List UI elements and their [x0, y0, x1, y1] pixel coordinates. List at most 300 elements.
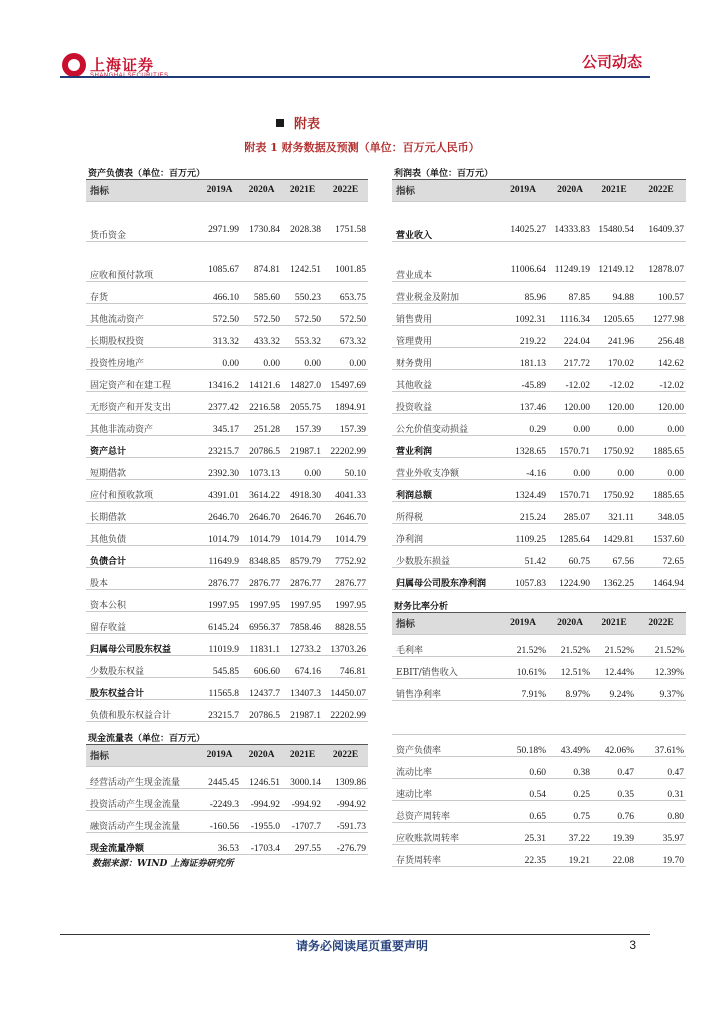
row-value: 100.57	[636, 281, 686, 303]
table-row	[86, 391, 368, 413]
row-value: 20786.5	[241, 699, 282, 721]
table-row	[86, 677, 368, 699]
table-row	[392, 369, 686, 391]
row-value: 11831.1	[241, 633, 282, 655]
row-value: 2646.70	[241, 501, 282, 523]
row-value: 1997.95	[282, 589, 323, 611]
row-label: 无形资产和开发支出	[86, 391, 198, 413]
row-value: 1429.81	[592, 523, 636, 545]
row-value: 87.85	[548, 281, 592, 303]
row-label: 融资活动产生现金流量	[86, 810, 198, 832]
row-value: -1955.0	[241, 810, 282, 832]
column-header-year: 2019A	[198, 179, 241, 201]
row-value: 14450.07	[323, 677, 368, 699]
header-row	[392, 612, 686, 634]
column-header-year: 2021E	[282, 179, 323, 201]
row-value: 0.80	[636, 800, 686, 822]
row-value: 553.32	[282, 325, 323, 347]
row-label: 销售费用	[392, 303, 498, 325]
blank-row	[392, 700, 686, 734]
row-value: 11249.19	[548, 241, 592, 281]
row-value: 2646.70	[198, 501, 241, 523]
row-value: 37.22	[548, 822, 592, 844]
row-value: 21.52%	[636, 634, 686, 656]
row-value: 673.32	[323, 325, 368, 347]
row-value: 14827.0	[282, 369, 323, 391]
row-value: 345.17	[198, 413, 241, 435]
page-number: 3	[629, 938, 636, 952]
row-value: 0.76	[592, 800, 636, 822]
row-value: 21.52%	[498, 634, 548, 656]
row-value: 746.81	[323, 655, 368, 677]
section-title: 资产负债表（单位：百万元）	[86, 160, 368, 179]
row-value: 120.00	[548, 391, 592, 413]
row-label: 存货周转率	[392, 844, 498, 866]
row-value: 1205.65	[592, 303, 636, 325]
row-label: 营业税金及附加	[392, 281, 498, 303]
row-value: -994.92	[323, 788, 368, 810]
table-row	[392, 800, 686, 822]
balance-sheet-table	[86, 160, 368, 855]
row-label: 投资收益	[392, 391, 498, 413]
row-value: 3614.22	[241, 479, 282, 501]
row-value: 15480.54	[592, 201, 636, 241]
row-value: 217.72	[548, 347, 592, 369]
row-label: 其他非流动资产	[86, 413, 198, 435]
row-value: 1073.13	[241, 457, 282, 479]
table-row	[392, 325, 686, 347]
row-value: -276.79	[323, 832, 368, 854]
row-value: 7.91%	[498, 678, 548, 700]
row-value: 21.52%	[548, 634, 592, 656]
row-value: 1751.58	[323, 201, 368, 241]
row-value: 1537.60	[636, 523, 686, 545]
section-title: 利润表（单位：百万元）	[392, 160, 686, 179]
row-value: 120.00	[592, 391, 636, 413]
table-row	[86, 655, 368, 677]
row-value: 50.10	[323, 457, 368, 479]
row-value: 23215.7	[198, 699, 241, 721]
row-value: 8579.79	[282, 545, 323, 567]
row-value: 1109.25	[498, 523, 548, 545]
row-value: 4918.30	[282, 479, 323, 501]
row-value: 572.50	[323, 303, 368, 325]
row-label: 股东权益合计	[86, 677, 198, 699]
row-value: 19.39	[592, 822, 636, 844]
row-value: 297.55	[282, 832, 323, 854]
row-label: 营业外收支净额	[392, 457, 498, 479]
table-row	[86, 633, 368, 655]
column-header-year: 2019A	[498, 179, 548, 201]
section-title: 财务比率分析	[392, 589, 686, 612]
row-value: 0.60	[498, 756, 548, 778]
table-row	[392, 634, 686, 656]
row-value: 15497.69	[323, 369, 368, 391]
row-label: 管理费用	[392, 325, 498, 347]
table-row	[392, 201, 686, 241]
row-label: 投资性房地产	[86, 347, 198, 369]
table-row	[86, 457, 368, 479]
row-value: 12.44%	[592, 656, 636, 678]
table-row	[86, 545, 368, 567]
row-value: 1085.67	[198, 241, 241, 281]
row-value: 2377.42	[198, 391, 241, 413]
row-label: 资本公积	[86, 589, 198, 611]
row-value: 545.85	[198, 655, 241, 677]
row-value: 1242.51	[282, 241, 323, 281]
row-value: 36.53	[198, 832, 241, 854]
row-value: 37.61%	[636, 734, 686, 756]
row-value: 7858.46	[282, 611, 323, 633]
row-value: 2876.77	[323, 567, 368, 589]
table-row	[86, 479, 368, 501]
row-label: 留存收益	[86, 611, 198, 633]
row-label: 现金流量净额	[86, 832, 198, 854]
row-value: 2876.77	[198, 567, 241, 589]
row-label: 其他负债	[86, 523, 198, 545]
table-row	[392, 413, 686, 435]
row-value: 20786.5	[241, 435, 282, 457]
column-header-year: 2022E	[323, 179, 368, 201]
row-value: 16409.37	[636, 201, 686, 241]
row-value: 653.75	[323, 281, 368, 303]
row-label: 货币资金	[86, 201, 198, 241]
table-row	[86, 567, 368, 589]
section-title-row	[392, 160, 686, 179]
row-label: 股本	[86, 567, 198, 589]
table-row	[392, 347, 686, 369]
row-value: 0.54	[498, 778, 548, 800]
row-value: -2249.3	[198, 788, 241, 810]
row-value: 0.25	[548, 778, 592, 800]
row-value: 85.96	[498, 281, 548, 303]
row-value: 181.13	[498, 347, 548, 369]
row-value: 215.24	[498, 501, 548, 523]
row-label: EBIT/销售收入	[392, 656, 498, 678]
row-value: 1570.71	[548, 435, 592, 457]
column-header-year: 2020A	[548, 179, 592, 201]
table-row	[392, 567, 686, 589]
row-value: 72.65	[636, 545, 686, 567]
row-value: -160.56	[198, 810, 241, 832]
column-header-metric: 指标	[86, 744, 198, 766]
table-row	[86, 325, 368, 347]
row-value: 585.60	[241, 281, 282, 303]
disclaimer-note: 请务必阅读尾页重要声明	[295, 939, 428, 953]
row-value: 1750.92	[592, 479, 636, 501]
table-row	[86, 523, 368, 545]
row-label: 流动比率	[392, 756, 498, 778]
table-row	[392, 656, 686, 678]
row-value: 3000.14	[282, 766, 323, 788]
table-row	[86, 788, 368, 810]
row-value: 11006.64	[498, 241, 548, 281]
row-value: 1997.95	[241, 589, 282, 611]
row-value: 157.39	[282, 413, 323, 435]
row-value: 43.49%	[548, 734, 592, 756]
table-row	[392, 822, 686, 844]
row-value: 22.35	[498, 844, 548, 866]
row-value: 2216.58	[241, 391, 282, 413]
row-label: 利润总额	[392, 479, 498, 501]
row-value: -12.02	[636, 369, 686, 391]
row-value: 2876.77	[282, 567, 323, 589]
column-header-year: 2020A	[241, 179, 282, 201]
table-row	[86, 501, 368, 523]
row-value: 1997.95	[198, 589, 241, 611]
section-title-row	[86, 160, 368, 179]
row-label: 公允价值变动损益	[392, 413, 498, 435]
column-header-year: 2022E	[323, 744, 368, 766]
row-value: 8.97%	[548, 678, 592, 700]
row-value: 10.61%	[498, 656, 548, 678]
appendix-label: 附表	[294, 117, 321, 132]
column-header-year: 2022E	[636, 179, 686, 201]
row-value: 433.32	[241, 325, 282, 347]
header-row	[392, 179, 686, 201]
table-row	[392, 523, 686, 545]
logo-mark-icon	[62, 53, 86, 77]
row-label: 长期股权投资	[86, 325, 198, 347]
row-label: 归属母公司股东权益	[86, 633, 198, 655]
table-row	[392, 435, 686, 457]
row-label: 负债和股东权益合计	[86, 699, 198, 721]
row-label: 营业利润	[392, 435, 498, 457]
row-value: 2646.70	[282, 501, 323, 523]
row-value: 0.00	[548, 457, 592, 479]
row-value: 0.00	[282, 457, 323, 479]
row-value: 12149.12	[592, 241, 636, 281]
row-value: 6956.37	[241, 611, 282, 633]
row-value: -1707.7	[282, 810, 323, 832]
row-value: 35.97	[636, 822, 686, 844]
row-label: 少数股东损益	[392, 545, 498, 567]
table-row	[86, 413, 368, 435]
row-value: 1001.85	[323, 241, 368, 281]
table-row	[392, 457, 686, 479]
row-value: -1703.4	[241, 832, 282, 854]
row-value: 67.56	[592, 545, 636, 567]
row-label: 资产总计	[86, 435, 198, 457]
row-value: 2646.70	[323, 501, 368, 523]
column-header-year: 2020A	[241, 744, 282, 766]
square-bullet-icon	[276, 119, 284, 127]
row-label: 资产负债率	[392, 734, 498, 756]
row-value: 1246.51	[241, 766, 282, 788]
row-value: 321.11	[592, 501, 636, 523]
row-value: 4041.33	[323, 479, 368, 501]
row-value: 120.00	[636, 391, 686, 413]
row-value: 50.18%	[498, 734, 548, 756]
column-header-metric: 指标	[392, 612, 498, 634]
row-value: 19.70	[636, 844, 686, 866]
row-value: 251.28	[241, 413, 282, 435]
table-row	[86, 766, 368, 788]
column-header-year: 2019A	[498, 612, 548, 634]
row-value: 1014.79	[198, 523, 241, 545]
row-value: 0.35	[592, 778, 636, 800]
row-value: 285.07	[548, 501, 592, 523]
row-label: 归属母公司股东净利润	[392, 567, 498, 589]
row-value: 2392.30	[198, 457, 241, 479]
column-header-metric: 指标	[392, 179, 498, 201]
section-title-row	[86, 721, 368, 744]
row-label: 营业收入	[392, 201, 498, 241]
row-label: 毛利率	[392, 634, 498, 656]
row-value: 1570.71	[548, 479, 592, 501]
row-value: 22202.99	[323, 699, 368, 721]
row-value: 466.10	[198, 281, 241, 303]
row-value: -4.16	[498, 457, 548, 479]
table-row	[392, 281, 686, 303]
table-row	[392, 501, 686, 523]
table-row	[86, 241, 368, 281]
row-value: 0.00	[323, 347, 368, 369]
row-value: 22202.99	[323, 435, 368, 457]
row-label: 经营活动产生现金流量	[86, 766, 198, 788]
appendix-title	[276, 113, 320, 132]
row-value: 1885.65	[636, 479, 686, 501]
row-value: 606.60	[241, 655, 282, 677]
row-value: 23215.7	[198, 435, 241, 457]
row-value: 2971.99	[198, 201, 241, 241]
row-value: 8828.55	[323, 611, 368, 633]
row-value: 7752.92	[323, 545, 368, 567]
table-row	[86, 303, 368, 325]
row-value: 25.31	[498, 822, 548, 844]
row-value: 13416.2	[198, 369, 241, 391]
section-tag: 公司动态	[581, 53, 642, 71]
row-value: 0.00	[592, 457, 636, 479]
row-value: 1116.34	[548, 303, 592, 325]
row-value: 1057.83	[498, 567, 548, 589]
row-value: 14333.83	[548, 201, 592, 241]
row-value: 12.39%	[636, 656, 686, 678]
row-value: 12.51%	[548, 656, 592, 678]
row-label: 固定资产和在建工程	[86, 369, 198, 391]
table-row	[392, 241, 686, 281]
table-row	[86, 347, 368, 369]
logo-text: 上海证券	[90, 56, 155, 74]
row-value: 572.50	[241, 303, 282, 325]
row-value: 1464.94	[636, 567, 686, 589]
row-value: 1885.65	[636, 435, 686, 457]
row-value: -994.92	[282, 788, 323, 810]
row-value: 12437.7	[241, 677, 282, 699]
table-title: 附表 1 财务数据及预测（单位：百万元人民币）	[244, 141, 480, 154]
row-value: 9.37%	[636, 678, 686, 700]
row-value: 0.00	[636, 413, 686, 435]
row-label: 财务费用	[392, 347, 498, 369]
row-value: 2876.77	[241, 567, 282, 589]
row-label: 应付和预收款项	[86, 479, 198, 501]
row-label: 销售净利率	[392, 678, 498, 700]
row-value: 1014.79	[323, 523, 368, 545]
row-value: 6145.24	[198, 611, 241, 633]
section-title: 现金流量表（单位：百万元）	[86, 721, 368, 744]
row-value: 170.02	[592, 347, 636, 369]
row-value: 224.04	[548, 325, 592, 347]
table-row	[86, 435, 368, 457]
table-row	[392, 303, 686, 325]
table-row	[86, 281, 368, 303]
row-value: 1014.79	[241, 523, 282, 545]
table-row	[86, 589, 368, 611]
row-value: 0.00	[282, 347, 323, 369]
row-value: -12.02	[592, 369, 636, 391]
row-value: 1324.49	[498, 479, 548, 501]
row-value: 0.47	[592, 756, 636, 778]
column-header-year: 2021E	[592, 179, 636, 201]
row-label: 长期借款	[86, 501, 198, 523]
table-row	[392, 778, 686, 800]
row-value: 256.48	[636, 325, 686, 347]
row-value: 241.96	[592, 325, 636, 347]
row-label: 少数股东权益	[86, 655, 198, 677]
row-value: 1092.31	[498, 303, 548, 325]
row-value: 0.65	[498, 800, 548, 822]
row-value: -591.73	[323, 810, 368, 832]
column-header-year: 2021E	[282, 744, 323, 766]
table-row	[392, 545, 686, 567]
row-value: 21987.1	[282, 435, 323, 457]
row-value: 572.50	[198, 303, 241, 325]
table-row	[86, 832, 368, 854]
row-value: 219.22	[498, 325, 548, 347]
table-row	[86, 611, 368, 633]
column-header-year: 2020A	[548, 612, 592, 634]
column-header-year: 2019A	[198, 744, 241, 766]
blank-cell	[392, 700, 686, 734]
row-value: 1362.25	[592, 567, 636, 589]
row-value: 19.21	[548, 844, 592, 866]
page-header	[60, 50, 650, 76]
row-value: 13407.3	[282, 677, 323, 699]
row-value: 42.06%	[592, 734, 636, 756]
row-label: 所得税	[392, 501, 498, 523]
table-row	[392, 678, 686, 700]
table-row	[86, 810, 368, 832]
row-value: 0.38	[548, 756, 592, 778]
row-value: 0.00	[636, 457, 686, 479]
row-value: 0.00	[241, 347, 282, 369]
row-value: 51.42	[498, 545, 548, 567]
row-value: 0.47	[636, 756, 686, 778]
table-row	[86, 699, 368, 721]
table-row	[392, 391, 686, 413]
table-row	[86, 369, 368, 391]
table-row	[392, 844, 686, 866]
header-rule	[60, 76, 650, 78]
row-value: 2028.38	[282, 201, 323, 241]
row-value: 0.00	[548, 413, 592, 435]
table-row	[392, 734, 686, 756]
column-header-metric: 指标	[86, 179, 198, 201]
row-value: 157.39	[323, 413, 368, 435]
row-label: 短期借款	[86, 457, 198, 479]
row-label: 净利润	[392, 523, 498, 545]
row-value: 1328.65	[498, 435, 548, 457]
row-label: 存货	[86, 281, 198, 303]
row-value: 2445.45	[198, 766, 241, 788]
row-value: -45.89	[498, 369, 548, 391]
row-value: 14121.6	[241, 369, 282, 391]
footer-rule	[60, 934, 650, 935]
column-header-year: 2021E	[592, 612, 636, 634]
row-value: 11019.9	[198, 633, 241, 655]
data-source: 数据来源：WIND 上海证券研究所	[92, 859, 234, 869]
header-row	[86, 179, 368, 201]
